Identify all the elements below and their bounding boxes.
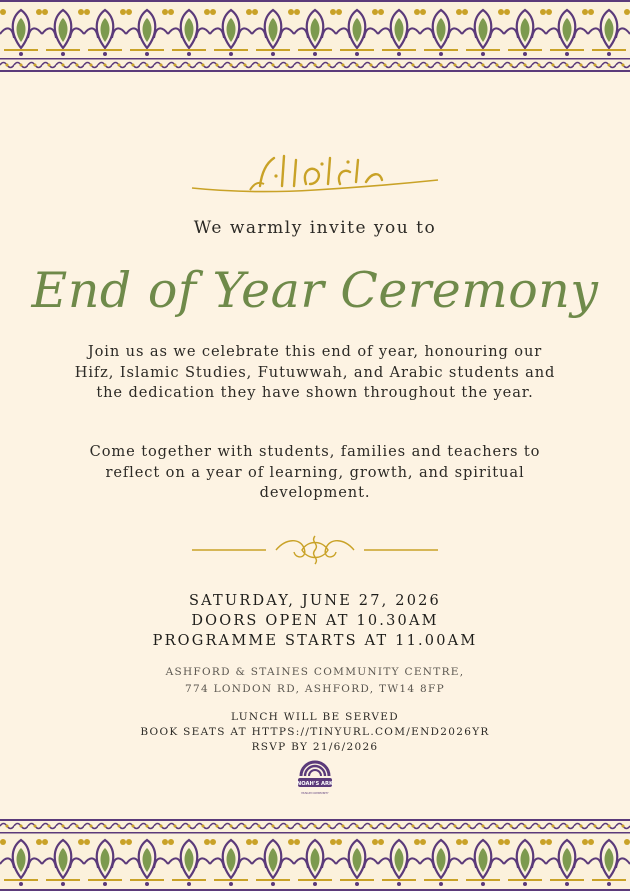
invitation-body [0, 72, 630, 817]
event-doors-open: DOORS OPEN AT 10.30AM [191, 613, 439, 629]
logo-subtitle: MUSLIM COMMUNITY [301, 792, 329, 795]
floral-border-bottom [0, 819, 630, 891]
floral-border-bottom-icon [0, 819, 630, 891]
bismillah-calligraphy-icon [190, 150, 440, 198]
intro-paragraph: Join us as we celebrate this end of year, honouring our Hifz, Islamic Studies, Futuwwah, and Arabic students and the dedication they have shown throughout the year. [74, 343, 556, 401]
booking-link[interactable]: BOOK SEATS AT HTTPS://TINYURL.COM/END2026YR [140, 726, 490, 738]
noahs-ark-logo [292, 756, 338, 802]
venue-address: 774 LONDON RD, ASHFORD, TW14 8FP [185, 683, 445, 695]
logo-name: NOAH'S ARK [296, 781, 334, 787]
page-title: End of Year Ceremony [31, 262, 599, 319]
event-programme-start: PROGRAMME STARTS AT 11.00AM [152, 633, 478, 649]
ornament-divider-icon [190, 530, 440, 570]
event-date: SATURDAY, JUNE 27, 2026 [189, 593, 441, 609]
invite-line: We warmly invite you to [193, 218, 437, 238]
floral-border-top-icon [0, 0, 630, 72]
venue-name: ASHFORD & STAINES COMMUNITY CENTRE, [165, 666, 465, 678]
gathering-paragraph: Come together with students, families and teachers to reflect on a year of learning, growth, and spiritual development. [89, 443, 541, 501]
rsvp-deadline: RSVP BY 21/6/2026 [251, 741, 379, 753]
lunch-note: LUNCH WILL BE SERVED [231, 711, 399, 723]
floral-border-top [0, 0, 630, 72]
